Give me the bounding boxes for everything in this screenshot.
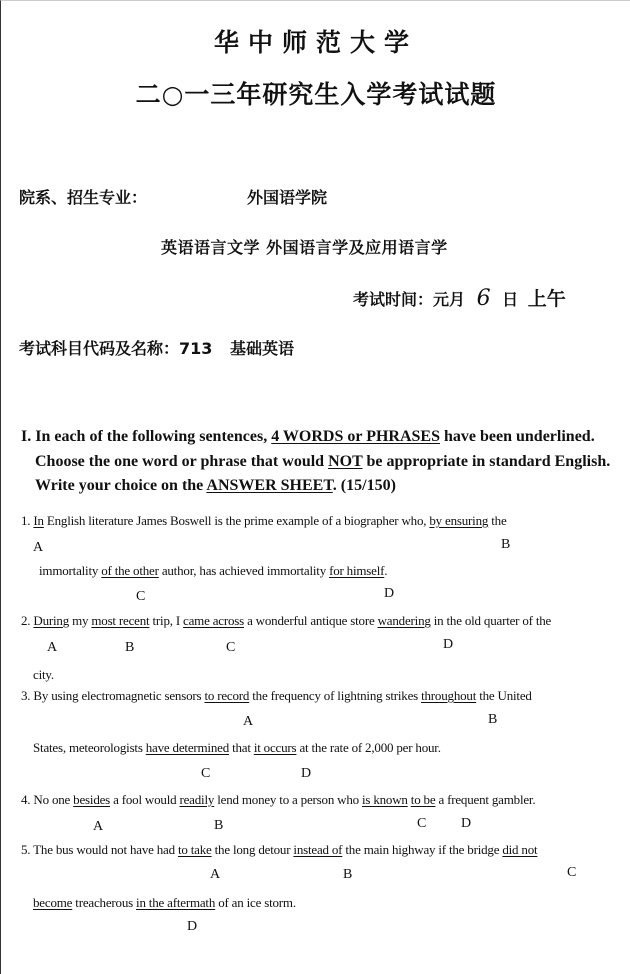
subject-label: 考试科目代码及名称：713 — [19, 339, 213, 358]
q5-mark-d: D — [187, 919, 198, 934]
exam-time-label: 考试时间：元月 — [353, 290, 466, 309]
q5-mark-b: B — [343, 867, 353, 882]
university-name: 华中师范大学 — [213, 28, 418, 57]
question-1-line2: immortality of the other author, has achieved immortality for himself. — [39, 563, 388, 578]
q1-mark-b: B — [501, 537, 511, 552]
question-4-line1: 4. No one besides a fool would readily lend money to a person who is known to be a frequent gambler. — [21, 792, 536, 807]
q2-mark-d: D — [443, 637, 454, 652]
question-3-line1: 3. By using electromagnetic sensors to record the frequency of lightning strikes throughout the United — [21, 688, 532, 703]
exam-day: 6 — [476, 286, 491, 311]
q2-mark-c: C — [226, 640, 236, 655]
question-5-line1: 5. The bus would not have had to take the long detour instead of the main highway if the bridge did not — [21, 842, 538, 857]
q4-mark-c: C — [417, 816, 427, 831]
section-instructions-line1: I. In each of the following sentences, 4 WORDS or PHRASES have been underlined. — [21, 428, 595, 445]
exam-title: 二○一三年研究生入学考试试题 — [135, 80, 497, 109]
department-label: 院系、招生专业： — [19, 188, 148, 207]
question-3-line2: States, meteorologists have determined that it occurs at the rate of 2,000 per hour. — [33, 740, 441, 755]
section-instructions-line3: Write your choice on the ANSWER SHEET. (15/150) — [35, 477, 396, 494]
section-instructions-line2: Choose the one word or phrase that would NOT be appropriate in standard English. — [35, 453, 611, 470]
subject — [19, 336, 294, 359]
majors: 英语语言文学 外国语言学及应用语言学 — [161, 238, 448, 257]
question-5-line2: become treacherous in the aftermath of an ice storm. — [33, 895, 296, 910]
q3-mark-b: B — [488, 712, 498, 727]
q3-mark-d: D — [301, 766, 312, 781]
subject-name: 基础英语 — [229, 339, 294, 358]
q1-mark-a: A — [33, 540, 44, 555]
q3-mark-c: C — [201, 766, 211, 781]
q3-mark-a: A — [243, 714, 254, 729]
q5-mark-c: C — [567, 865, 577, 880]
exam-day-unit: 日 — [502, 290, 519, 309]
q2-mark-b: B — [125, 640, 135, 655]
q4-mark-a: A — [93, 819, 104, 834]
q1-mark-d: D — [384, 586, 395, 601]
q2-mark-a: A — [47, 640, 58, 655]
department-value: 外国语学院 — [247, 188, 328, 207]
question-2-line1: 2. During my most recent trip, I came across a wonderful antique store wandering in the old quarter of the — [21, 613, 552, 628]
exam-period: 上午 — [527, 288, 566, 310]
q5-mark-a: A — [210, 867, 221, 882]
exam-time — [353, 284, 566, 311]
q4-mark-b: B — [214, 818, 224, 833]
q1-mark-c: C — [136, 589, 146, 604]
q4-mark-d: D — [461, 816, 472, 831]
question-2-line2: city. — [33, 667, 54, 682]
question-1-line1: 1. In English literature James Boswell is the prime example of a biographer who, by ensuring the — [21, 513, 507, 528]
